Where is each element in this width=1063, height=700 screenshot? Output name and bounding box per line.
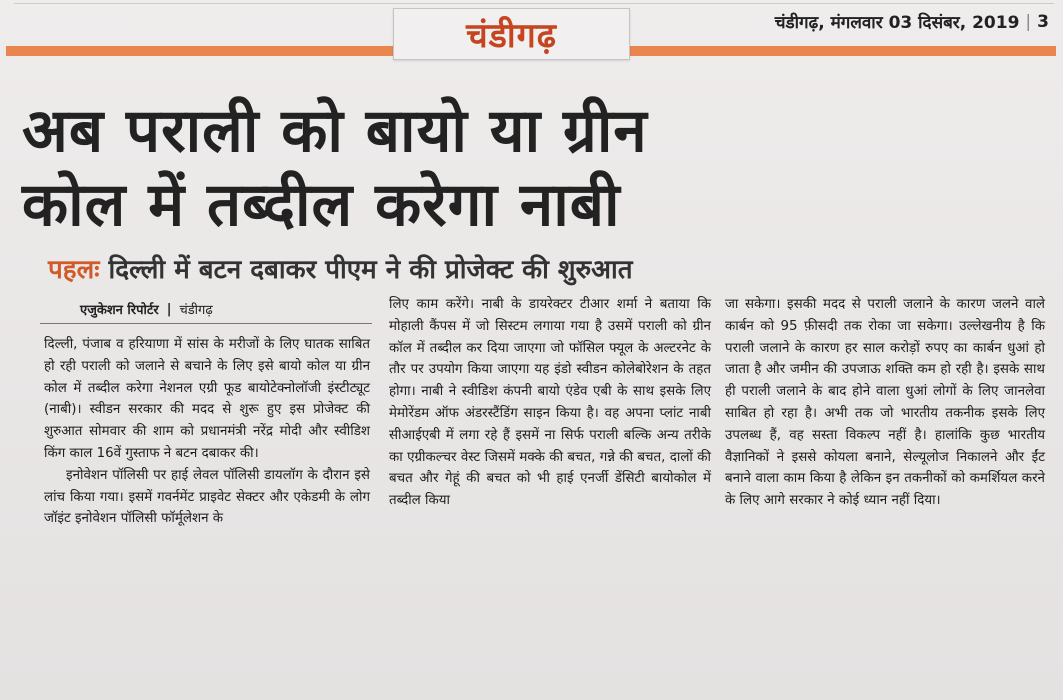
subheadline xyxy=(48,252,1058,288)
headline xyxy=(22,94,1047,242)
byline-city: चंडीगढ़ xyxy=(179,303,213,318)
column-1-paragraph-2: इनोवेशन पॉलिसी पर हाई लेवल पॉलिसी डायलॉग के दौरान इसे लांच किया गया। इसमें गवर्नमेंट प्राइवेट सेक्टर और एकेडमी के लोग जॉइंट इनोवेशन पॉलिसी फॉर्मूलेशन के xyxy=(44,467,370,527)
column-3-paragraph-1: जा सकेगा। इसकी मदद से पराली जलाने के कारण जलने वाले कार्बन को 95 फ़ीसदी तक रोका जा सकेगा। उल्लेखनीय है कि पराली जलाने के कारण हर साल करोड़ों रुपए का कार्बन धुआं हो जाता है और जमीन की उपजाऊ शक्ति कम हो रही है। इसके साथ ही पराली जलाने के बाद होने वाला धुआं लोगों के लिए जानलेवा साबित हो रहा है। अभी तक जो भारतीय तकनीक इसके लिए उपलब्ध हैं, वह सस्ता विकल्प नहीं है। हालांकि कुछ भारतीय वैज्ञानिकों ने इससे कोयला बनाने, सेल्यूलोज निकालने और ईंट बनाने वाला काम किया है लेकिन इन तकनीकों को कमर्शियल करने के लिए आगे सरकार ने कोई ध्यान नहीं दिया। xyxy=(725,297,1045,509)
page-number: 3 xyxy=(1037,11,1049,32)
article-column-1 xyxy=(44,334,370,530)
dateline xyxy=(775,10,1049,33)
masthead-box xyxy=(393,8,630,60)
dateline-separator: | xyxy=(1025,11,1032,32)
masthead-title: चंडीगढ़ xyxy=(466,16,557,56)
column-1-paragraph-1: दिल्ली, पंजाब व हरियाणा में सांस के मरीजों के लिए घातक साबित हो रही पराली को जलाने से बचाने के लिए इसे बायो कोल या ग्रीन कोल में तब्दील करेगा नेशनल एग्री फूड बायोटेक्नोलॉजी इंस्टीट्यूट (नाबी)। स्वीडन सरकार की मदद से शुरू हुए इस प्रोजेक्ट की शुरुआत सोमवार की शाम को प्रधानमंत्री नरेंद्र मोदी और स्वीडिश किंग काल 16वें गुस्ताफ ने बटन दबाकर की। xyxy=(44,337,371,461)
top-edge-line xyxy=(14,3,1054,4)
article-column-2 xyxy=(389,294,711,512)
headline-line-2: कोल में तब्दील करेगा नाबी xyxy=(22,170,621,240)
subhead-kicker: पहलः xyxy=(48,255,100,285)
column-2-paragraph-1: लिए काम करेंगे। नाबी के डायरेक्टर टीआर शर्मा ने बताया कि मोहाली कैंपस में जो सिस्टम लगाया गया है उसमें पराली को ग्रीन कॉल में तब्दील कर दिया जाएगा जो फॉसिल फ्यूल के अल्टरनेट के तौर पर उपयोग किया जाएगा यह इंडो स्वीडन कोलेबोरेशन के तहत होगा। नाबी ने स्वीडिश कंपनी बायो एंडेव एबी के साथ इसके लिए मेमोरेंडम ऑफ अंडरस्टैंडिंग साइन किया है। वह अपना प्लांट नाबी सीआईएबी में लगा रहे हैं इसमें ना सिर्फ पराली बल्कि अन्य तरीके का एग्रीकल्चर वेस्ट जिसमें मक्के की बचत, गन्ने की बचत, दालों की बचत और गेहूं की बचत को भी हाई एनर्जी डेंसिटी बायोकोल में तब्दील किया xyxy=(389,297,711,509)
headline-line-1: अब पराली को बायो या ग्रीन xyxy=(22,96,648,166)
byline-separator: | xyxy=(166,301,172,317)
dateline-text: चंडीगढ़, मंगलवार 03 दिसंबर, 2019 xyxy=(774,13,1020,33)
byline xyxy=(80,300,213,318)
byline-reporter: एजुकेशन रिपोर्टर xyxy=(80,303,159,318)
byline-rule xyxy=(40,323,372,324)
article-column-3 xyxy=(725,294,1045,512)
subhead-text: दिल्ली में बटन दबाकर पीएम ने की प्रोजेक्ट की शुरुआत xyxy=(108,255,633,285)
